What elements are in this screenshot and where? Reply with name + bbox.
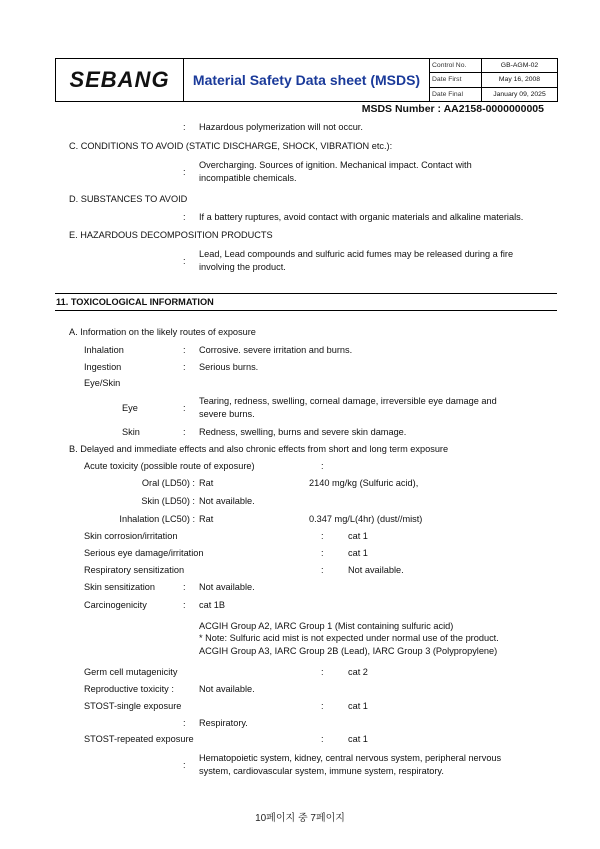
colon: :	[183, 212, 186, 222]
control-no-value: GB-AGM-02	[481, 59, 557, 73]
colon: :	[321, 548, 324, 558]
oral-species: Rat	[199, 478, 214, 488]
stost-repeated-note-2: system, cardiovascular system, immune system, respiratory.	[199, 766, 444, 776]
carcinogenicity-note-2: * Note: Sulfuric acid mist is not expected under normal use of the product.	[199, 633, 499, 643]
stost-repeated-value: cat 1	[348, 734, 368, 744]
colon: :	[183, 362, 186, 372]
colon: :	[183, 582, 186, 592]
colon: :	[183, 345, 186, 355]
decomposition-title: E. HAZARDOUS DECOMPOSITION PRODUCTS	[69, 230, 273, 240]
colon: :	[321, 734, 324, 744]
inhalation-lc50-species: Rat	[199, 514, 214, 524]
control-info-table	[430, 59, 557, 101]
inhalation-lc50-label: Inhalation (LC50) :	[119, 514, 195, 524]
carcinogenicity-label: Carcinogenicity	[84, 600, 147, 610]
eyeskin-label: Eye/Skin	[84, 378, 121, 388]
conditions-text-2: incompatible chemicals.	[199, 173, 297, 183]
skin-label: Skin	[122, 427, 140, 437]
oral-label: Oral (LD50) :	[141, 478, 195, 488]
reproductive-toxicity-label: Reproductive toxicity :	[84, 684, 174, 694]
skin-corrosion-value: cat 1	[348, 531, 368, 541]
colon: :	[321, 461, 324, 471]
colon: :	[183, 122, 186, 132]
colon: :	[321, 701, 324, 711]
eye-value-1: Tearing, redness, swelling, corneal damage, irreversible eye damage and	[199, 396, 497, 406]
stost-single-label: STOST-single exposure	[84, 701, 182, 711]
company-logo: SEBANG	[56, 59, 184, 101]
respiratory-sensitization-label: Respiratory sensitization	[84, 565, 185, 575]
colon: :	[183, 760, 186, 770]
msds-number: MSDS Number : AA2158-0000000005	[361, 103, 544, 115]
document-title: Material Safety Data sheet (MSDS)	[184, 59, 430, 101]
section-divider-top	[55, 293, 557, 294]
oral-value: 2140 mg/kg (Sulfuric acid),	[309, 478, 419, 488]
skin-corrosion-label: Skin corrosion/irritation	[84, 531, 178, 541]
colon: :	[183, 256, 186, 266]
colon: :	[183, 600, 186, 610]
decomposition-text-1: Lead, Lead compounds and sulfuric acid fumes may be released during a fire	[199, 249, 514, 259]
colon: :	[183, 718, 186, 728]
colon: :	[183, 427, 186, 437]
acute-toxicity-label: Acute toxicity (possible route of exposure)	[84, 461, 255, 471]
germ-cell-value: cat 2	[348, 667, 368, 677]
substances-text: If a battery ruptures, avoid contact with organic materials and alkaline materials.	[199, 212, 524, 222]
eye-damage-value: cat 1	[348, 548, 368, 558]
colon: :	[321, 531, 324, 541]
conditions-text-1: Overcharging. Sources of ignition. Mechanical impact. Contact with	[199, 160, 472, 170]
carcinogenicity-note-1: ACGIH Group A2, IARC Group 1 (Mist containing sulfuric acid)	[199, 621, 454, 631]
section-divider-bottom	[55, 310, 557, 311]
inhalation-label: Inhalation	[84, 345, 124, 355]
carcinogenicity-note-3: ACGIH Group A3, IARC Group 2B (Lead), IARC Group 3 (Polypropylene)	[199, 646, 498, 656]
inhalation-value: Corrosive. severe irritation and burns.	[199, 345, 353, 355]
respiratory-sensitization-value: Not available.	[348, 565, 404, 575]
inhalation-lc50-value: 0.347 mg/L(4hr) (dust//mist)	[309, 514, 423, 524]
stost-single-value: cat 1	[348, 701, 368, 711]
skin-value: Redness, swelling, burns and severe skin damage.	[199, 427, 407, 437]
page-number: 10페이지 중 7페이지	[255, 813, 345, 824]
germ-cell-label: Germ cell mutagenicity	[84, 667, 178, 677]
polymerization-text: Hazardous polymerization will not occur.	[199, 122, 363, 132]
stost-repeated-label: STOST-repeated exposure	[84, 734, 194, 744]
eye-damage-label: Serious eye damage/irritation	[84, 548, 204, 558]
control-no-label: Control No.	[430, 59, 481, 73]
stost-repeated-note-1: Hematopoietic system, kidney, central nervous system, peripheral nervous	[199, 753, 502, 763]
skin-ld50-value: Not available.	[199, 496, 255, 506]
section-11-title: 11. TOXICOLOGICAL INFORMATION	[56, 297, 214, 307]
stost-single-note: Respiratory.	[199, 718, 248, 728]
date-final-value: January 09, 2025	[481, 87, 557, 101]
routes-title: A. Information on the likely routes of exposure	[69, 327, 256, 337]
date-first-label: Date First	[430, 73, 481, 87]
reproductive-toxicity-value: Not available.	[199, 684, 255, 694]
colon: :	[183, 167, 186, 177]
conditions-to-avoid-title: C. CONDITIONS TO AVOID (STATIC DISCHARGE, SHOCK, VIBRATION etc.):	[69, 141, 393, 151]
ingestion-label: Ingestion	[84, 362, 122, 372]
skin-sensitization-value: Not available.	[199, 582, 255, 592]
skin-sensitization-label: Skin sensitization	[84, 582, 155, 592]
carcinogenicity-value: cat 1B	[199, 600, 226, 610]
eye-value-2: severe burns.	[199, 409, 255, 419]
document-header	[55, 58, 558, 102]
ingestion-value: Serious burns.	[199, 362, 259, 372]
skin-ld50-label: Skin (LD50) :	[141, 496, 195, 506]
colon: :	[321, 667, 324, 677]
substances-to-avoid-title: D. SUBSTANCES TO AVOID	[69, 194, 188, 204]
date-final-label: Date Final	[430, 87, 481, 101]
decomposition-text-2: involving the product.	[199, 262, 286, 272]
colon: :	[321, 565, 324, 575]
eye-label: Eye	[122, 403, 138, 413]
date-first-value: May 16, 2008	[481, 73, 557, 87]
colon: :	[183, 403, 186, 413]
effects-title: B. Delayed and immediate effects and also chronic effects from short and long term exposure	[69, 444, 449, 454]
